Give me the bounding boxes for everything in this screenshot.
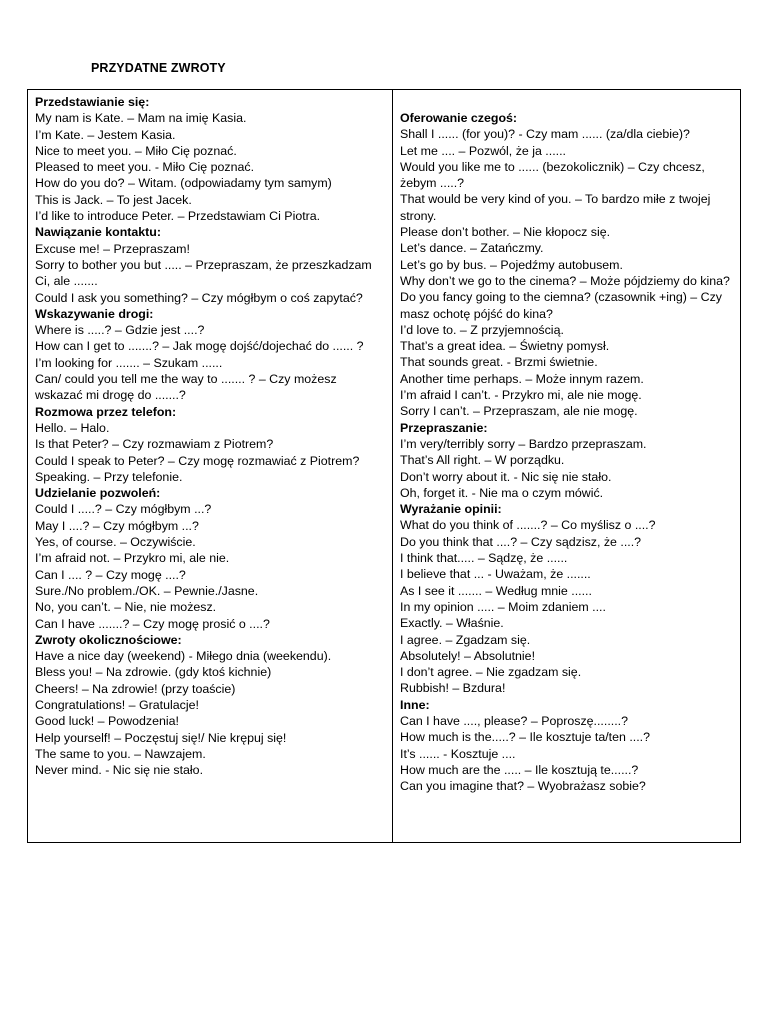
phrase-line: Could I speak to Peter? – Czy mogę rozmawiać z Piotrem? (35, 453, 360, 468)
phrase-line: That would be very kind of you. – To bardzo miłe z twojej strony. (400, 192, 714, 223)
phrase-line: Please don’t bother. – Nie kłopocz się. (400, 225, 611, 240)
right-column (400, 110, 736, 794)
phrase-line: Could I .....? – Czy mógłbym ...? (35, 502, 212, 517)
phrase-line: Let me .... – Pozwól, że ja ...... (400, 143, 566, 158)
phrase-line: Where is .....? – Gdzie jest ....? (35, 323, 205, 338)
phrase-line: Nice to meet you. – Miło Cię poznać. (35, 143, 237, 158)
phrase-line: Shall I ...... (for you)? - Czy mam ...... (za/dla ciebie)? (400, 127, 690, 142)
phrase-line: I’m afraid not. – Przykro mi, ale nie. (35, 551, 230, 566)
phrase-line: I believe that ... - Uważam, że ....... (400, 567, 591, 582)
phrase-line: How much is the.....? – Ile kosztuje ta/ten ....? (400, 730, 650, 745)
phrase-line: Excuse me! – Przepraszam! (35, 241, 190, 256)
phrase-line: Help yourself! – Poczęstuj się!/ Nie krępuj się! (35, 730, 287, 745)
phrase-line: That’s a great idea. – Świetny pomysł. (400, 339, 610, 354)
phrase-line: Have a nice day (weekend) - Miłego dnia (weekendu). (35, 649, 332, 664)
phrase-line: I think that..... – Sądzę, że ...... (400, 551, 568, 566)
section-heading: Inne: (400, 697, 430, 712)
phrase-line: Oh, forget it. - Nie ma o czym mówić. (400, 485, 604, 500)
phrase-line: Pleased to meet you. - Miło Cię poznać. (35, 160, 255, 175)
phrase-line: Can you imagine that? – Wyobrażasz sobie? (400, 779, 646, 794)
section-heading: Wyrażanie opinii: (400, 502, 502, 517)
phrase-line: In my opinion ..... – Moim zdaniem .... (400, 599, 606, 614)
phrase-line: Is that Peter? – Czy rozmawiam z Piotrem? (35, 437, 274, 452)
phrase-line: I’m Kate. – Jestem Kasia. (35, 127, 176, 142)
phrase-line: I’m looking for ....... – Szukam ...... (35, 355, 223, 370)
phrase-line: Can I have ...., please? – Poproszę........? (400, 713, 628, 728)
phrase-line: How do you do? – Witam. (odpowiadamy tym samym) (35, 176, 332, 191)
phrase-line: Another time perhaps. – Może innym razem. (400, 371, 644, 386)
phrase-line: No, you can’t. – Nie, nie możesz. (35, 600, 217, 615)
page-title: PRZYDATNE ZWROTY (91, 61, 226, 75)
phrase-line: Can I have .......? – Czy mogę prosić o ....? (35, 616, 270, 631)
section-heading: Rozmowa przez telefon: (35, 404, 177, 419)
phrase-line: Exactly. – Właśnie. (400, 616, 504, 631)
phrase-line: This is Jack. – To jest Jacek. (35, 192, 192, 207)
phrase-line: Sure./No problem./OK. – Pewnie./Jasne. (35, 583, 259, 598)
phrase-line: Could I ask you something? – Czy mógłbym o coś zapytać? (35, 290, 363, 305)
phrase-line: Absolutely! – Absolutnie! (400, 648, 536, 663)
phrase-line: How can I get to .......? – Jak mogę dojść/dojechać do ...... ? (35, 339, 364, 354)
phrase-line: Cheers! – Na zdrowie! (przy toaście) (35, 681, 236, 696)
section-heading: Przedstawianie się: (35, 95, 150, 109)
phrase-line: I don’t agree. – Nie zgadzam się. (400, 665, 582, 680)
phrase-line: Let’s dance. – Zatańczmy. (400, 241, 544, 256)
phrase-line: Speaking. – Przy telefonie. (35, 469, 183, 484)
phrase-line: I’m very/terribly sorry – Bardzo przepraszam. (400, 436, 647, 451)
phrase-line: Let’s go by bus. – Pojedźmy autobusem. (400, 257, 623, 272)
phrase-line: Bless you! – Na zdrowie. (gdy ktoś kichnie) (35, 665, 272, 680)
phrase-line: Sorry I can’t. – Przepraszam, ale nie mogę. (400, 404, 638, 419)
phrase-line: Would you like me to ...... (bezokolicznik) – Czy chcesz, żebym .....? (400, 159, 709, 191)
section-heading: Nawiązanie kontaktu: (35, 225, 161, 240)
phrase-line: Congratulations! – Gratulacje! (35, 697, 199, 712)
phrase-line: Can/ could you tell me the way to ....... ? – Czy możesz wskazać mi drogę do .......? (35, 372, 341, 403)
phrase-line: I agree. – Zgadzam się. (400, 632, 531, 647)
phrase-line: Yes, of course. – Oczywiście. (35, 535, 196, 550)
phrase-line: It’s ...... - Kosztuje .... (400, 746, 516, 761)
section-heading: Zwroty okolicznościowe: (35, 632, 182, 647)
phrase-line: Can I .... ? – Czy mogę ....? (35, 567, 186, 582)
section-heading: Przepraszanie: (400, 420, 488, 435)
phrase-line: I’d love to. – Z przyjemnością. (400, 322, 564, 337)
phrase-line: That sounds great. - Brzmi świetnie. (400, 355, 598, 370)
phrase-line: Do you fancy going to the ciemna? (czasownik +ing) – Czy masz ochotę pójść do kina? (400, 290, 726, 321)
phrase-line: Rubbish! – Bzdura! (400, 681, 506, 696)
column-divider (392, 90, 393, 842)
phrase-line: I’m afraid I can’t. - Przykro mi, ale nie mogę. (400, 388, 642, 403)
phrase-line: My nam is Kate. – Mam na imię Kasia. (35, 111, 247, 126)
phrase-line: How much are the ..... – Ile kosztują te......? (400, 762, 639, 777)
phrase-line: What do you think of .......? – Co myślisz o ....? (400, 518, 656, 533)
phrase-line: The same to you. – Nawzajem. (35, 746, 206, 761)
phrase-line: Don’t worry about it. - Nic się nie stało. (400, 469, 612, 484)
left-column (35, 94, 385, 778)
phrase-line: Do you think that ....? – Czy sądzisz, że ....? (400, 534, 642, 549)
phrase-line: Hello. – Halo. (35, 420, 110, 435)
phrase-line: Good luck! – Powodzenia! (35, 714, 179, 729)
phrase-line: I’d like to introduce Peter. – Przedstawiam Ci Piotra. (35, 209, 321, 224)
phrase-line: As I see it ....... – Według mnie ...... (400, 583, 592, 598)
section-heading: Udzielanie pozwoleń: (35, 486, 161, 501)
phrase-line: May I ....? – Czy mógłbym ...? (35, 518, 199, 533)
section-heading: Oferowanie czegoś: (400, 111, 518, 125)
phrase-table (27, 89, 741, 843)
phrase-line: Why don’t we go to the cinema? – Może pójdziemy do kina? (400, 273, 730, 288)
phrase-line: That’s All right. – W porządku. (400, 453, 565, 468)
phrase-line: Never mind. - Nic się nie stało. (35, 763, 204, 778)
phrase-line: Sorry to bother you but ..... – Przepraszam, że przeszkadzam Ci, ale ....... (35, 257, 376, 289)
section-heading: Wskazywanie drogi: (35, 306, 154, 321)
